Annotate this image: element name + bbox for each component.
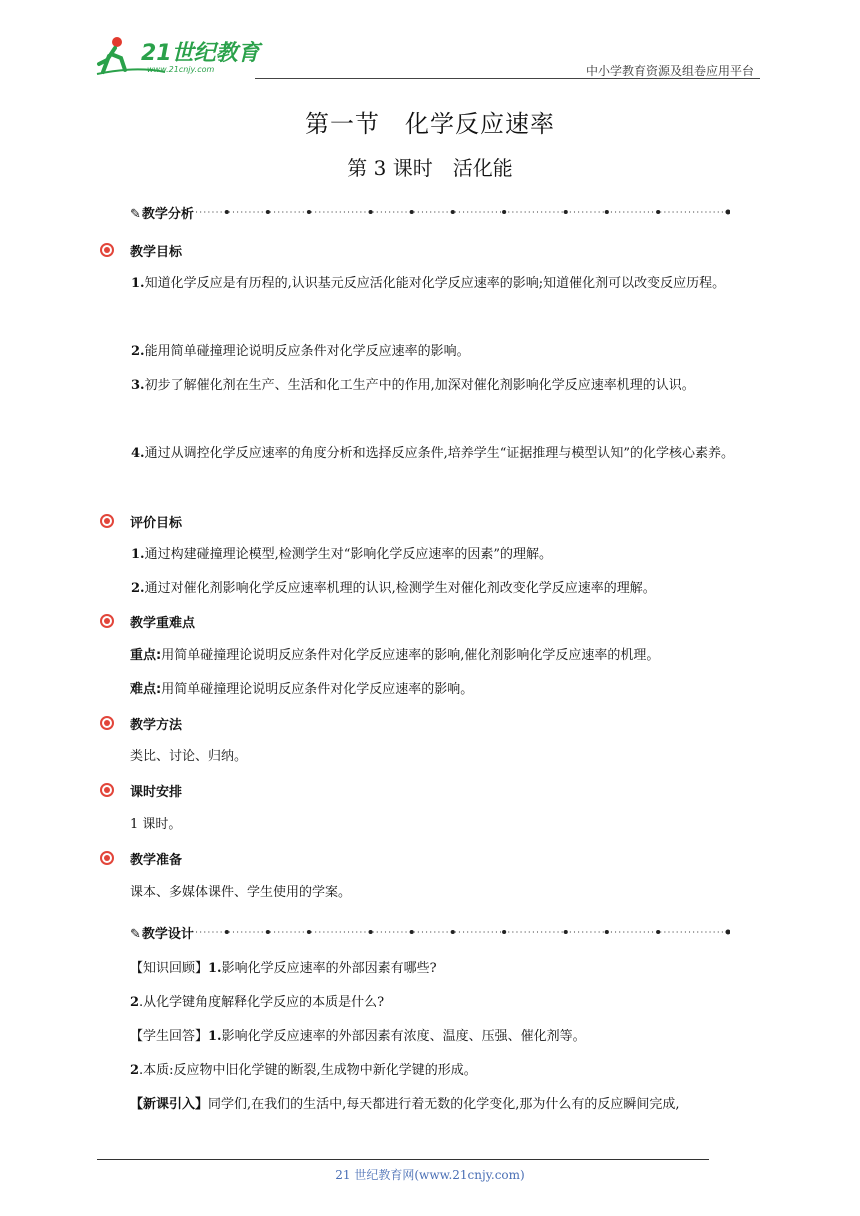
key-point: 重点:用简单碰撞理论说明反应条件对化学反应速率的影响,催化剂影响化学反应速率的机理。 <box>130 648 660 663</box>
target-icon <box>100 783 114 797</box>
design-label: 教学设计 <box>141 926 194 942</box>
section-schedule <box>100 780 182 800</box>
analysis-divider <box>130 202 730 222</box>
target-icon <box>100 614 114 628</box>
prep-text: 课本、多媒体课件、学生使用的学案。 <box>130 885 352 900</box>
schedule-text: 1 课时。 <box>130 817 182 832</box>
lesson-subtitle: 第 3 课时 活化能 <box>347 156 513 180</box>
section-keypoints <box>100 611 195 631</box>
pen-icon: ✎ <box>130 926 141 942</box>
platform-name: 中小学教育资源及组卷应用平台 <box>585 64 754 78</box>
section-prep <box>100 848 182 868</box>
section-goals <box>100 240 182 260</box>
target-icon <box>100 514 114 528</box>
section-title: 教学准备 <box>130 852 183 868</box>
section-title: 课时安排 <box>130 784 183 800</box>
target-icon <box>100 851 114 865</box>
svg-text:www.21cnjy.com: www.21cnjy.com <box>147 65 215 74</box>
dotted-rule <box>196 207 730 217</box>
page-title: 第一节 化学反应速率 <box>305 110 555 138</box>
goal-item-2: 2.能用简单碰撞理论说明反应条件对化学反应速率的影响。 <box>131 344 470 359</box>
section-title: 教学目标 <box>130 244 183 260</box>
evaluation-item-2: 2.通过对催化剂影响化学反应速率机理的认识,检测学生对催化剂改变化学反应速率的理解。 <box>131 581 656 596</box>
target-icon <box>100 716 114 730</box>
answer-1: 【学生回答】1.影响化学反应速率的外部因素有浓度、温度、压强、催化剂等。 <box>130 1029 586 1044</box>
page-header <box>95 30 760 80</box>
footer-rule <box>97 1159 709 1160</box>
intro-text: 【新课引入】同学们,在我们的生活中,每天都进行着无数的化学变化,那为什么有的反应瞬间完成, <box>130 1097 680 1112</box>
dotted-rule <box>196 927 730 937</box>
svg-text:21世纪教育: 21世纪教育 <box>141 41 260 66</box>
design-divider <box>130 922 730 942</box>
goal-item-4: 4.通过从调控化学反应速率的角度分析和选择反应条件,培养学生“证据推理与模型认知”的化学核心素养。 <box>131 446 735 461</box>
goal-item-1: 1.知道化学反应是有历程的,认识基元反应活化能对化学反应速率的影响;知道催化剂可以改变反应历程。 <box>131 276 726 291</box>
header-rule <box>255 78 760 79</box>
section-evaluation <box>100 511 182 531</box>
review-question-1: 【知识回顾】1.影响化学反应速率的外部因素有哪些? <box>130 961 437 976</box>
section-title: 教学重难点 <box>130 615 196 631</box>
section-method <box>100 713 182 733</box>
target-icon <box>100 243 114 257</box>
section-title: 教学方法 <box>130 717 183 733</box>
evaluation-item-1: 1.通过构建碰撞理论模型,检测学生对“影响化学反应速率的因素”的理解。 <box>131 547 553 562</box>
footer-link[interactable]: 21 世纪教育网(www.21cnjy.com) <box>335 1168 525 1182</box>
method-text: 类比、讨论、归纳。 <box>130 749 248 764</box>
analysis-label: 教学分析 <box>141 206 194 222</box>
pen-icon: ✎ <box>130 206 141 222</box>
hard-point: 难点:用简单碰撞理论说明反应条件对化学反应速率的影响。 <box>130 682 474 697</box>
goal-item-3: 3.初步了解催化剂在生产、生活和化工生产中的作用,加深对催化剂影响化学反应速率机理的认识。 <box>131 378 695 393</box>
section-title: 评价目标 <box>130 515 183 531</box>
answer-2: 2.本质:反应物中旧化学键的断裂,生成物中新化学键的形成。 <box>130 1063 477 1078</box>
review-question-2: 2.从化学键角度解释化学反应的本质是什么? <box>130 995 385 1010</box>
site-logo <box>95 30 275 76</box>
